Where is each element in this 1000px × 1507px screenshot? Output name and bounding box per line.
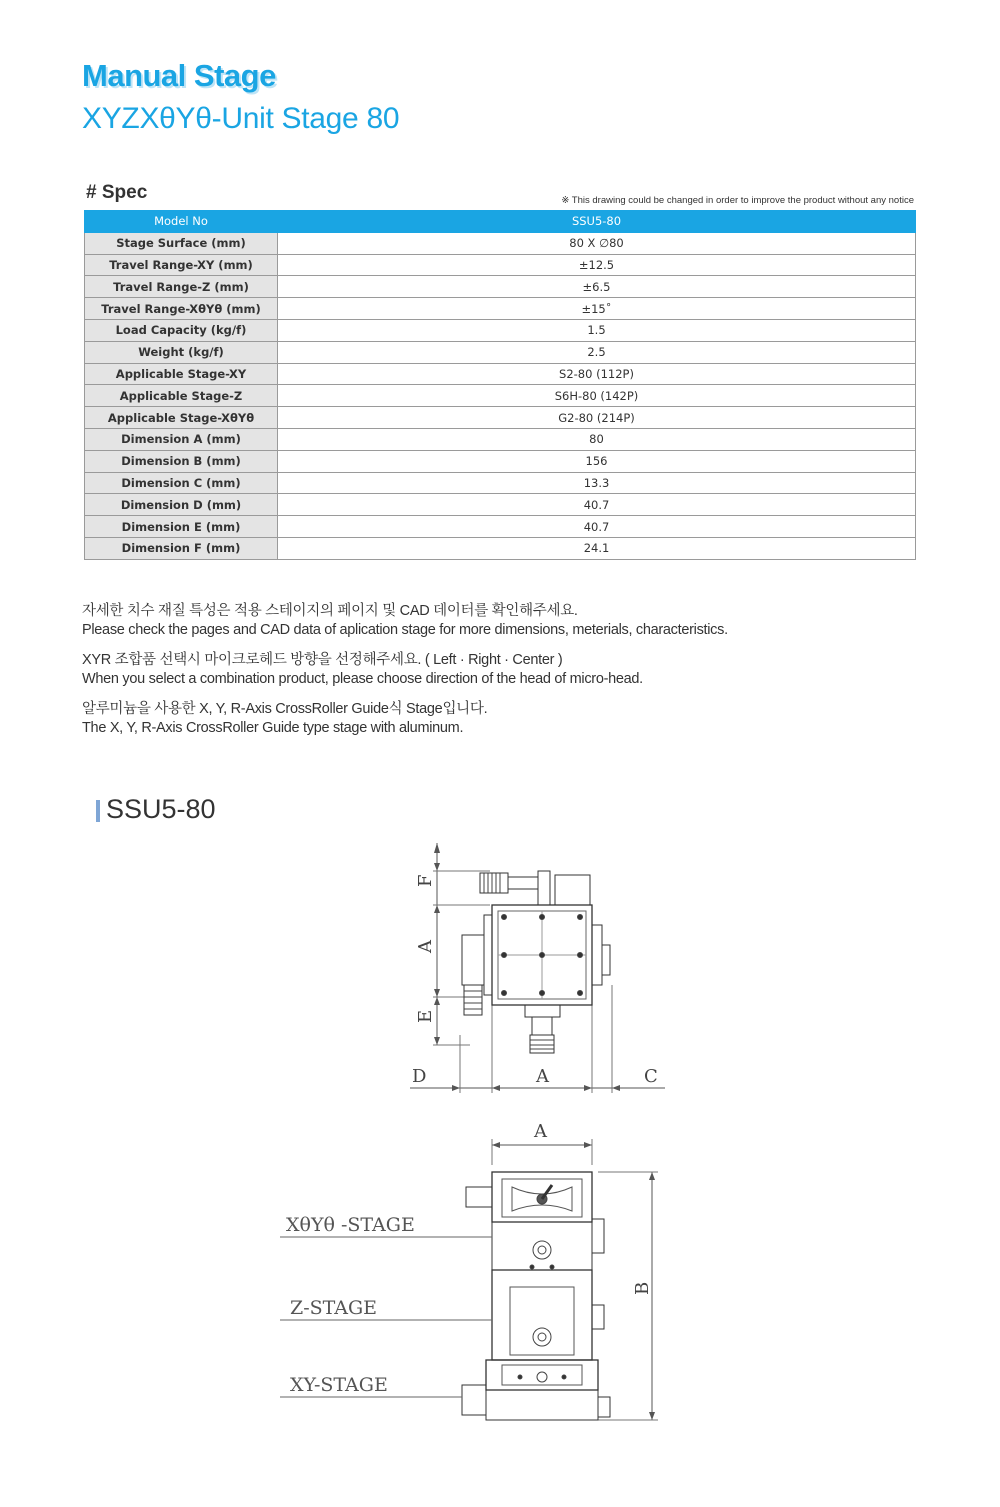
spec-key: Applicable Stage-XY xyxy=(85,363,278,385)
spec-heading: # Spec xyxy=(86,182,148,203)
spec-value: ±6.5 xyxy=(278,276,916,298)
spec-value: G2-80 (214P) xyxy=(278,407,916,429)
page-subtitle: XYZXθYθ-Unit Stage 80 xyxy=(82,102,400,135)
dim-e-label: E xyxy=(415,1009,436,1023)
spec-value: ±12.5 xyxy=(278,254,916,276)
dim-a-side-label: A xyxy=(415,940,436,953)
spec-key: Load Capacity (kg/f) xyxy=(85,319,278,341)
spec-key: Dimension E (mm) xyxy=(85,516,278,538)
spec-row xyxy=(85,363,916,385)
spec-row xyxy=(85,341,916,363)
spec-key: Travel Range-XθYθ (mm) xyxy=(85,298,278,320)
dim-b-label: B xyxy=(632,1281,653,1295)
spec-key: Travel Range-Z (mm) xyxy=(85,276,278,298)
spec-value: 24.1 xyxy=(278,537,916,559)
spec-row xyxy=(85,494,916,516)
note-1-ko: 자세한 치수 재질 특성은 적용 스테이지의 페이지 및 CAD 데이터를 확인해주세요. xyxy=(82,603,578,619)
note-2-en: When you select a combination product, please choose direction of the head of micro-head. xyxy=(82,671,643,687)
spec-header-value: SSU5-80 xyxy=(278,211,916,233)
spec-value: 13.3 xyxy=(278,472,916,494)
note-3-ko: 알루미늄을 사용한 X, Y, R-Axis CrossRoller Guide식 Stage입니다. xyxy=(82,701,488,717)
front-view-drawing xyxy=(280,1115,680,1430)
notes xyxy=(82,602,728,749)
dim-a-bottom-label: A xyxy=(536,1066,549,1087)
model-heading-bar xyxy=(96,800,100,822)
xy-stage-label: XY-STAGE xyxy=(290,1374,388,1396)
spec-row xyxy=(85,407,916,429)
spec-key: Travel Range-XY (mm) xyxy=(85,254,278,276)
note-2-ko: XYR 조합품 선택시 마이크로헤드 방향을 선정해주세요. ( Left · Right · Center ) xyxy=(82,652,563,668)
spec-key: Stage Surface (mm) xyxy=(85,232,278,254)
model-heading: SSU5-80 xyxy=(106,794,216,824)
xtheta-stage-label: XθYθ -STAGE xyxy=(286,1214,415,1236)
spec-row xyxy=(85,385,916,407)
dim-d-label: D xyxy=(412,1066,427,1087)
spec-value: ±15˚ xyxy=(278,298,916,320)
spec-row xyxy=(85,276,916,298)
spec-key: Applicable Stage-XθYθ xyxy=(85,407,278,429)
note-2 xyxy=(82,651,728,689)
spec-key: Applicable Stage-Z xyxy=(85,385,278,407)
spec-key: Dimension B (mm) xyxy=(85,450,278,472)
spec-value: S2-80 (112P) xyxy=(278,363,916,385)
spec-value: 40.7 xyxy=(278,494,916,516)
spec-value: 1.5 xyxy=(278,319,916,341)
dim-f-label: F xyxy=(415,874,436,887)
spec-row xyxy=(85,254,916,276)
spec-value: 40.7 xyxy=(278,516,916,538)
spec-key: Dimension F (mm) xyxy=(85,537,278,559)
spec-row xyxy=(85,472,916,494)
spec-header-row xyxy=(85,211,916,233)
spec-value: 80 xyxy=(278,428,916,450)
spec-row xyxy=(85,319,916,341)
dim-a-top-label: A xyxy=(534,1121,547,1142)
spec-key: Dimension C (mm) xyxy=(85,472,278,494)
spec-row xyxy=(85,298,916,320)
spec-header-key: Model No xyxy=(85,211,278,233)
spec-table xyxy=(84,210,916,560)
spec-value: 156 xyxy=(278,450,916,472)
spec-row xyxy=(85,428,916,450)
spec-row xyxy=(85,516,916,538)
spec-key: Weight (kg/f) xyxy=(85,341,278,363)
spec-key: Dimension D (mm) xyxy=(85,494,278,516)
dim-c-label: C xyxy=(644,1066,658,1087)
note-3-en: The X, Y, R-Axis CrossRoller Guide type stage with aluminum. xyxy=(82,720,464,736)
spec-key: Dimension A (mm) xyxy=(85,428,278,450)
spec-value: 2.5 xyxy=(278,341,916,363)
spec-row xyxy=(85,450,916,472)
spec-value: 80 X ∅80 xyxy=(278,232,916,254)
spec-row xyxy=(85,537,916,559)
spec-row xyxy=(85,232,916,254)
spec-notice: ※ This drawing could be changed in order to improve the product without any notice xyxy=(561,195,914,206)
note-1-en: Please check the pages and CAD data of aplication stage for more dimensions, meterials, characteristics. xyxy=(82,622,728,638)
note-3 xyxy=(82,700,728,738)
note-1 xyxy=(82,602,728,640)
spec-value: S6H-80 (142P) xyxy=(278,385,916,407)
z-stage-label: Z-STAGE xyxy=(290,1297,378,1319)
top-view-drawing xyxy=(400,835,680,1095)
page-title: Manual Stage xyxy=(82,58,276,93)
